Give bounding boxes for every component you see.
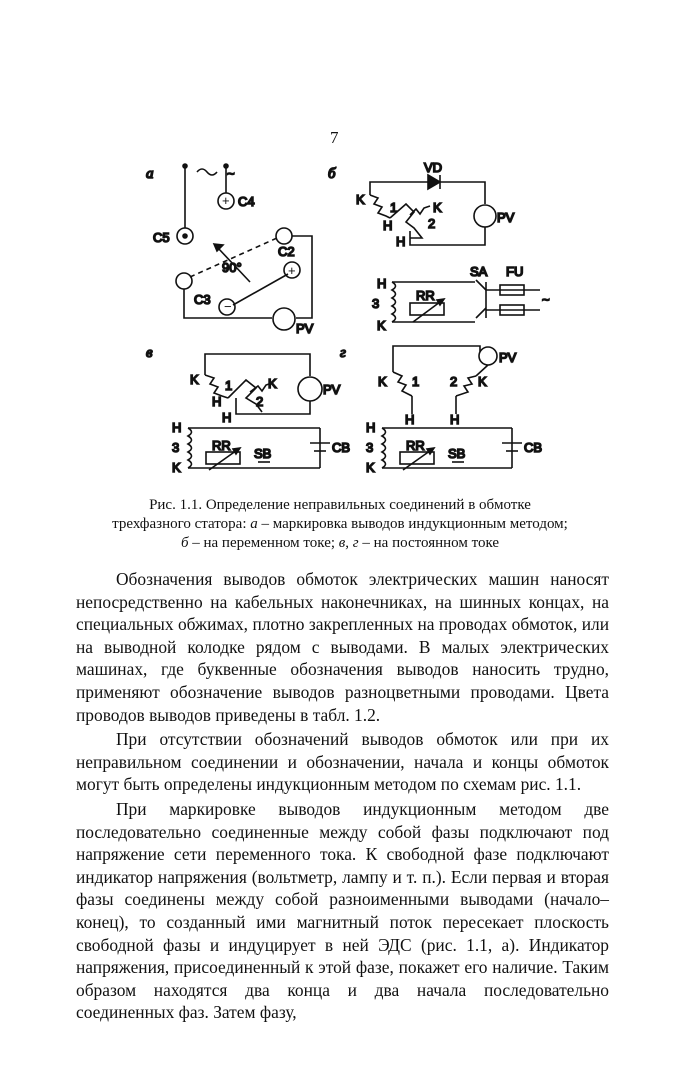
panel-b-n1-label: H <box>383 218 393 233</box>
caption-line-2: трехфазного статора: а – маркировка выводов индукционным методом; <box>112 516 568 532</box>
panel-g-letter: г <box>340 345 346 361</box>
paragraph-2: При отсутствии обозначений выводов обмоток или при их неправильном соединении и обозначении, начала и концы обмоток могут быть определены индукционным методом по схемам рис. 1.1. <box>76 729 609 795</box>
panel-v-h-label: H <box>172 420 182 435</box>
figure-caption <box>90 496 590 553</box>
panel-g-n1-label: H <box>405 412 415 427</box>
panel-v-three-label: 3 <box>172 440 180 455</box>
panel-v-sb-label: SB <box>254 446 272 461</box>
body-text <box>76 568 609 1026</box>
panel-b-pv-label: PV <box>497 210 515 225</box>
panel-g-one-label: 1 <box>412 374 420 389</box>
panel-v-n2-label: H <box>222 410 232 425</box>
panel-g-k1-label: K <box>378 374 387 389</box>
panel-v-pv-label: PV <box>323 382 341 397</box>
panel-g-three-label: 3 <box>366 440 374 455</box>
panel-b-rr-label: RR <box>416 288 435 303</box>
panel-g-two-label: 2 <box>450 374 458 389</box>
panel-g-pv-label: PV <box>499 350 517 365</box>
panel-b-two-label: 2 <box>428 216 436 231</box>
panel-a-letter: а <box>146 166 154 182</box>
panel-b-n2-label: H <box>396 234 406 249</box>
panel-g-cb-label: CB <box>524 440 543 455</box>
panel-g-h-label: H <box>366 420 376 435</box>
panel-b-vd-label: VD <box>424 160 443 175</box>
panel-b-k1-label: K <box>356 192 365 207</box>
panel-g-n2-label: H <box>450 412 460 427</box>
panel-b-h-label: H <box>377 276 387 291</box>
panel-g-sb-label: SB <box>448 446 466 461</box>
panel-b-three-label: 3 <box>372 296 380 311</box>
panel-a-c5-label: C5 <box>153 230 170 245</box>
panel-a-angle-label: 90° <box>222 260 242 275</box>
panel-v <box>146 345 350 475</box>
panel-b-tilde-label: ~ <box>542 292 550 307</box>
page-number: 7 <box>330 128 339 147</box>
paragraph-1: Обозначения выводов обмоток электрических машин наносят непосредственно на кабельных наконечниках, на шинных концах, на специальных обжимах, плотно закрепленных на проводах обмоток, или на выводной колодке рядом с выводами. В малых электрических машинах, где буквенные обозначения выводов наносить трудно, применяют обозначение выводов разноцветными проводами. Цвета проводов выводов приведены в табл. 1.2. <box>76 569 609 725</box>
panel-a <box>146 164 314 336</box>
panel-v-k-label: K <box>172 460 181 475</box>
panel-a-tilde-label: ~ <box>227 166 235 181</box>
panel-b-k-label: K <box>377 318 386 333</box>
panel-v-cb-label: CB <box>332 440 351 455</box>
panel-g <box>340 345 542 475</box>
caption-line-3: б – на переменном токе; в, г – на постоянном токе <box>180 535 500 551</box>
figure-1-1 <box>0 0 677 500</box>
svg-text:−: − <box>224 299 232 314</box>
panel-b-sa-label: SA <box>470 264 488 279</box>
panel-b-letter: б <box>328 166 336 182</box>
panel-g-k2-label: K <box>478 374 487 389</box>
panel-b-fu-label: FU <box>506 264 524 279</box>
panel-a-c3-label: C3 <box>194 292 211 307</box>
panel-v-k1-label: K <box>190 372 199 387</box>
panel-v-letter: в <box>146 345 153 361</box>
svg-text:+: + <box>222 193 230 208</box>
panel-b-k2-label: K <box>433 200 442 215</box>
svg-text:+: + <box>288 263 296 278</box>
panel-v-one-label: 1 <box>225 378 233 393</box>
panel-g-k-label: K <box>366 460 375 475</box>
panel-a-pv-label: PV <box>296 321 314 336</box>
panel-v-k2-label: K <box>268 376 277 391</box>
panel-a-c2-label: C2 <box>278 244 295 259</box>
panel-g-rr-label: RR <box>406 438 425 453</box>
panel-v-two-label: 2 <box>256 394 264 409</box>
panel-a-c4-label: C4 <box>238 194 255 209</box>
caption-line-1: Рис. 1.1. Определение неправильных соединений в обмотке <box>149 497 531 513</box>
panel-v-n1-label: H <box>212 394 222 409</box>
panel-v-rr-label: RR <box>212 438 231 453</box>
panel-b-one-label: 1 <box>390 200 398 215</box>
paragraph-3: При маркировке выводов индукционным методом две последовательно соединенные между собой фазы подключают под напряжение сети переменного тока. К свободной фазе подключают индикатор напряжения (вольтметр, лампу и т. п.). Если первая и вторая фазы соединены между собой разноименными выводами (начало–конец), то созданный ими магнитный поток пересекает плоскость свободной фазы и индуцирует в ней ЭДС (рис. 1.1, а). Индикатор напряжения, присоединенный к этой фазе, покажет его наличие. Таким образом находятся два конца и два начала последовательно соединенных фаз. Затем фазу, <box>76 798 609 1023</box>
panel-b <box>328 160 550 333</box>
